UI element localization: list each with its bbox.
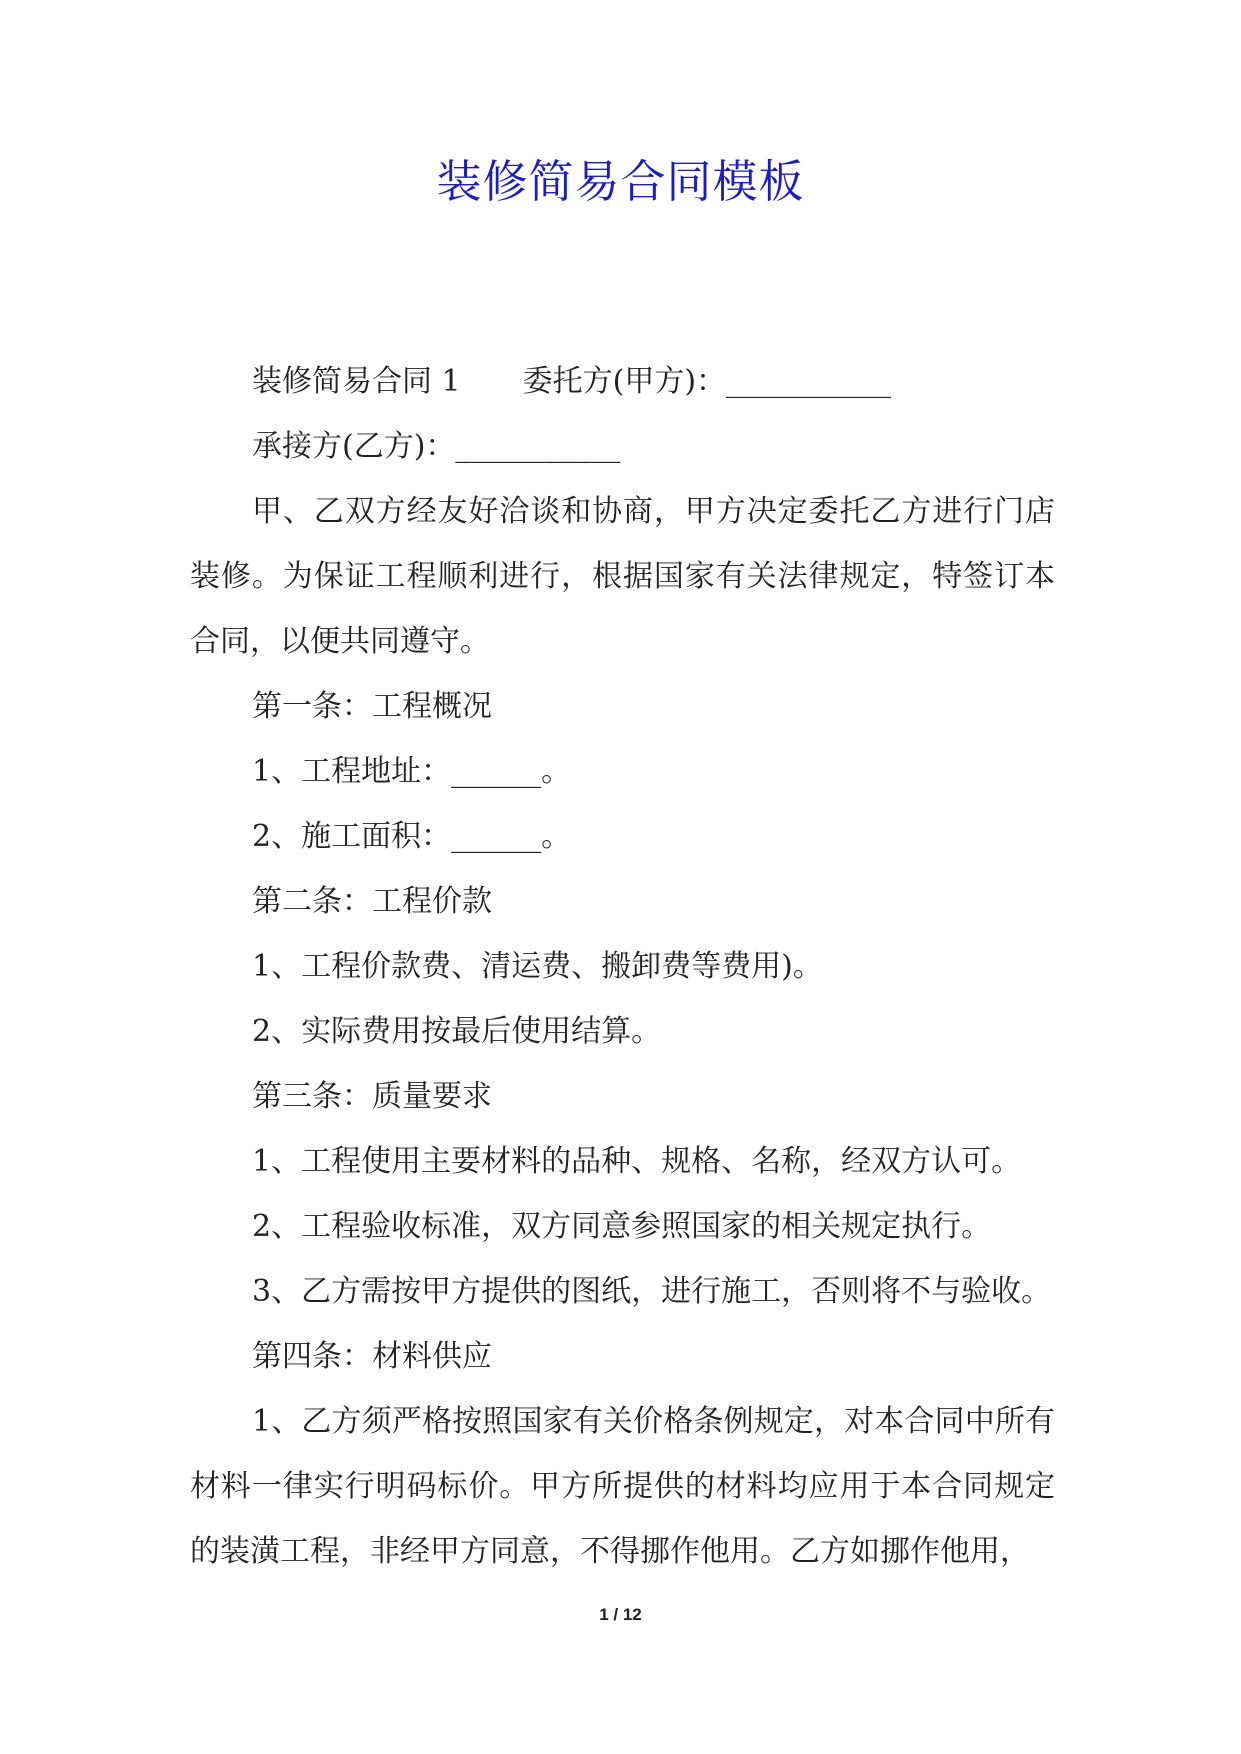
contract-number: 装修简易合同 1: [252, 364, 461, 399]
document-title: 装修简易合同模板: [436, 155, 805, 208]
article-3-heading: 第三条：质量要求: [252, 1079, 492, 1114]
client-party-field: 委托方(甲方)：___________: [522, 364, 892, 399]
article-2-heading: 第二条：工程价款: [252, 884, 492, 919]
article-1-item-2: 2、施工面积：______。: [252, 819, 572, 854]
article-3-item-2: 2、工程验收标准，双方同意参照国家的相关规定执行。: [252, 1209, 992, 1244]
article-4-heading: 第四条：材料供应: [252, 1339, 492, 1374]
article-2-item-2: 2、实际费用按最后使用结算。: [252, 1014, 662, 1049]
contract-header-line: [190, 349, 1055, 414]
contractor-party-field: 承接方(乙方)：___________: [252, 429, 621, 464]
document-body: [190, 349, 1055, 1584]
article-3-item-1: 1、工程使用主要材料的品种、规格、名称，经双方认可。: [252, 1144, 1022, 1179]
article-4-item-1: 1、乙方须严格按照国家有关价格条例规定，对本合同中所有材料一律实行明码标价。甲方所提供的材料均应用于本合同规定的装潢工程，非经甲方同意，不得挪作他用。乙方如挪作他用，: [190, 1404, 1055, 1569]
article-3-item-3: 3、乙方需按甲方提供的图纸，进行施工，否则将不与验收。: [252, 1274, 1052, 1309]
article-1-heading: 第一条：工程概况: [252, 689, 492, 724]
preamble-paragraph: 甲、乙双方经友好洽谈和协商，甲方决定委托乙方进行门店装修。为保证工程顺利进行，根据国家有关法律规定，特签订本合同，以便共同遵守。: [190, 494, 1055, 659]
article-1-item-1: 1、工程地址：______。: [252, 754, 572, 789]
article-2-item-1: 1、工程价款费、清运费、搬卸费等费用)。: [252, 949, 823, 984]
page-indicator: 1 / 12: [599, 1605, 642, 1624]
